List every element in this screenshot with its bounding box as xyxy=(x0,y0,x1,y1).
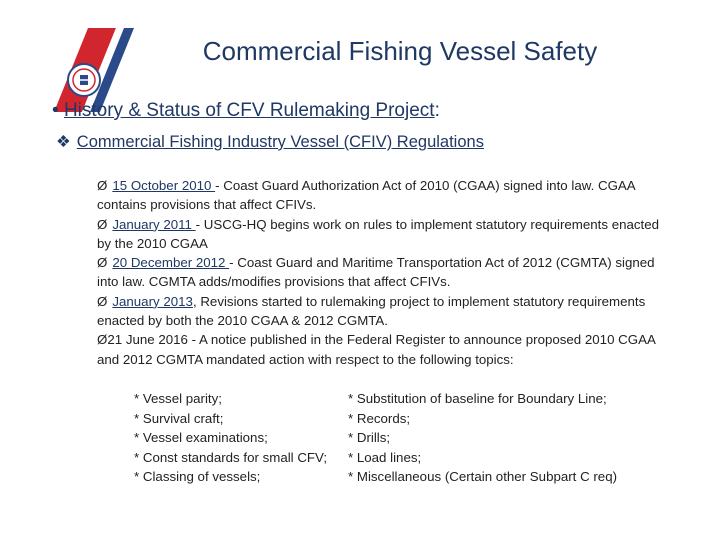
timeline-entries xyxy=(97,176,667,369)
entry-text: - Coast Guard Authorization Act of 2010 (CGAA) signed into law. CGAA contains provisions that affect CFIVs. xyxy=(97,178,635,213)
arrow-bullet-icon: Ø xyxy=(97,332,108,348)
entry-text: 21 June 2016 - A notice published in the Federal Register to announce proposed 2010 CGAA and 2012 CGMTA mandated action with respect to the following topics: xyxy=(97,332,656,367)
entry-date: January 2011 xyxy=(112,216,196,232)
history-heading-text: History & Status of CFV Rulemaking Project xyxy=(63,100,435,121)
history-heading-suffix: : xyxy=(434,100,440,121)
timeline-entry xyxy=(97,292,667,331)
arrow-bullet-icon: Ø xyxy=(97,216,108,232)
topic-left: * Vessel examinations; xyxy=(134,430,268,445)
topic-row xyxy=(134,389,694,409)
topic-right: * Substitution of baseline for Boundary Line; xyxy=(348,391,607,406)
timeline-entry xyxy=(97,215,667,254)
entry-date: January 2013 xyxy=(112,293,193,309)
topic-right: * Drills; xyxy=(348,430,391,445)
topic-right: * Load lines; xyxy=(348,449,422,465)
arrow-bullet-icon: Ø xyxy=(97,255,108,271)
timeline-entry xyxy=(97,330,667,369)
section-heading-text: Commercial Fishing Industry Vessel (CFIV) Regulations xyxy=(76,133,484,151)
page-title: Commercial Fishing Vessel Safety xyxy=(202,36,598,66)
entry-text: - Coast Guard and Maritime Transportation Act of 2012 (CGMTA) signed into law. CGMTA adds/modifies provisions that affect CFIVs. xyxy=(97,255,655,290)
entry-text: - USCG-HQ begins work on rules to implement statutory requirements enacted by the 2010 CGAA xyxy=(97,216,660,251)
topic-right: * Miscellaneous (Certain other Subpart C req) xyxy=(348,469,618,484)
arrow-bullet-icon: Ø xyxy=(97,178,108,193)
topic-left: * Survival craft; xyxy=(134,410,224,426)
history-bullet: • xyxy=(52,100,59,121)
entry-date: 20 December 2012 xyxy=(112,255,230,271)
history-heading xyxy=(52,100,440,122)
entry-text: , Revisions started to rulemaking project to implement statutory requirements enacted by both the 2010 CGAA & 2012 CGMTA. xyxy=(97,293,646,329)
timeline-entry xyxy=(97,253,667,292)
topic-row xyxy=(134,428,694,448)
topics-list xyxy=(134,389,694,487)
arrow-bullet-icon: Ø xyxy=(97,293,108,309)
topic-left: * Const standards for small CFV; xyxy=(134,449,328,465)
entry-date: 15 October 2010 xyxy=(112,178,216,193)
topic-left: * Vessel parity; xyxy=(134,391,222,406)
topic-row xyxy=(134,448,694,468)
topic-right: * Records; xyxy=(348,410,411,426)
timeline-entry xyxy=(97,176,667,215)
topic-row xyxy=(134,409,694,429)
topic-left: * Classing of vessels; xyxy=(134,469,261,484)
diamond-bullet-icon: ❖ xyxy=(56,133,71,151)
topic-row xyxy=(134,467,694,487)
section-heading xyxy=(56,132,484,152)
